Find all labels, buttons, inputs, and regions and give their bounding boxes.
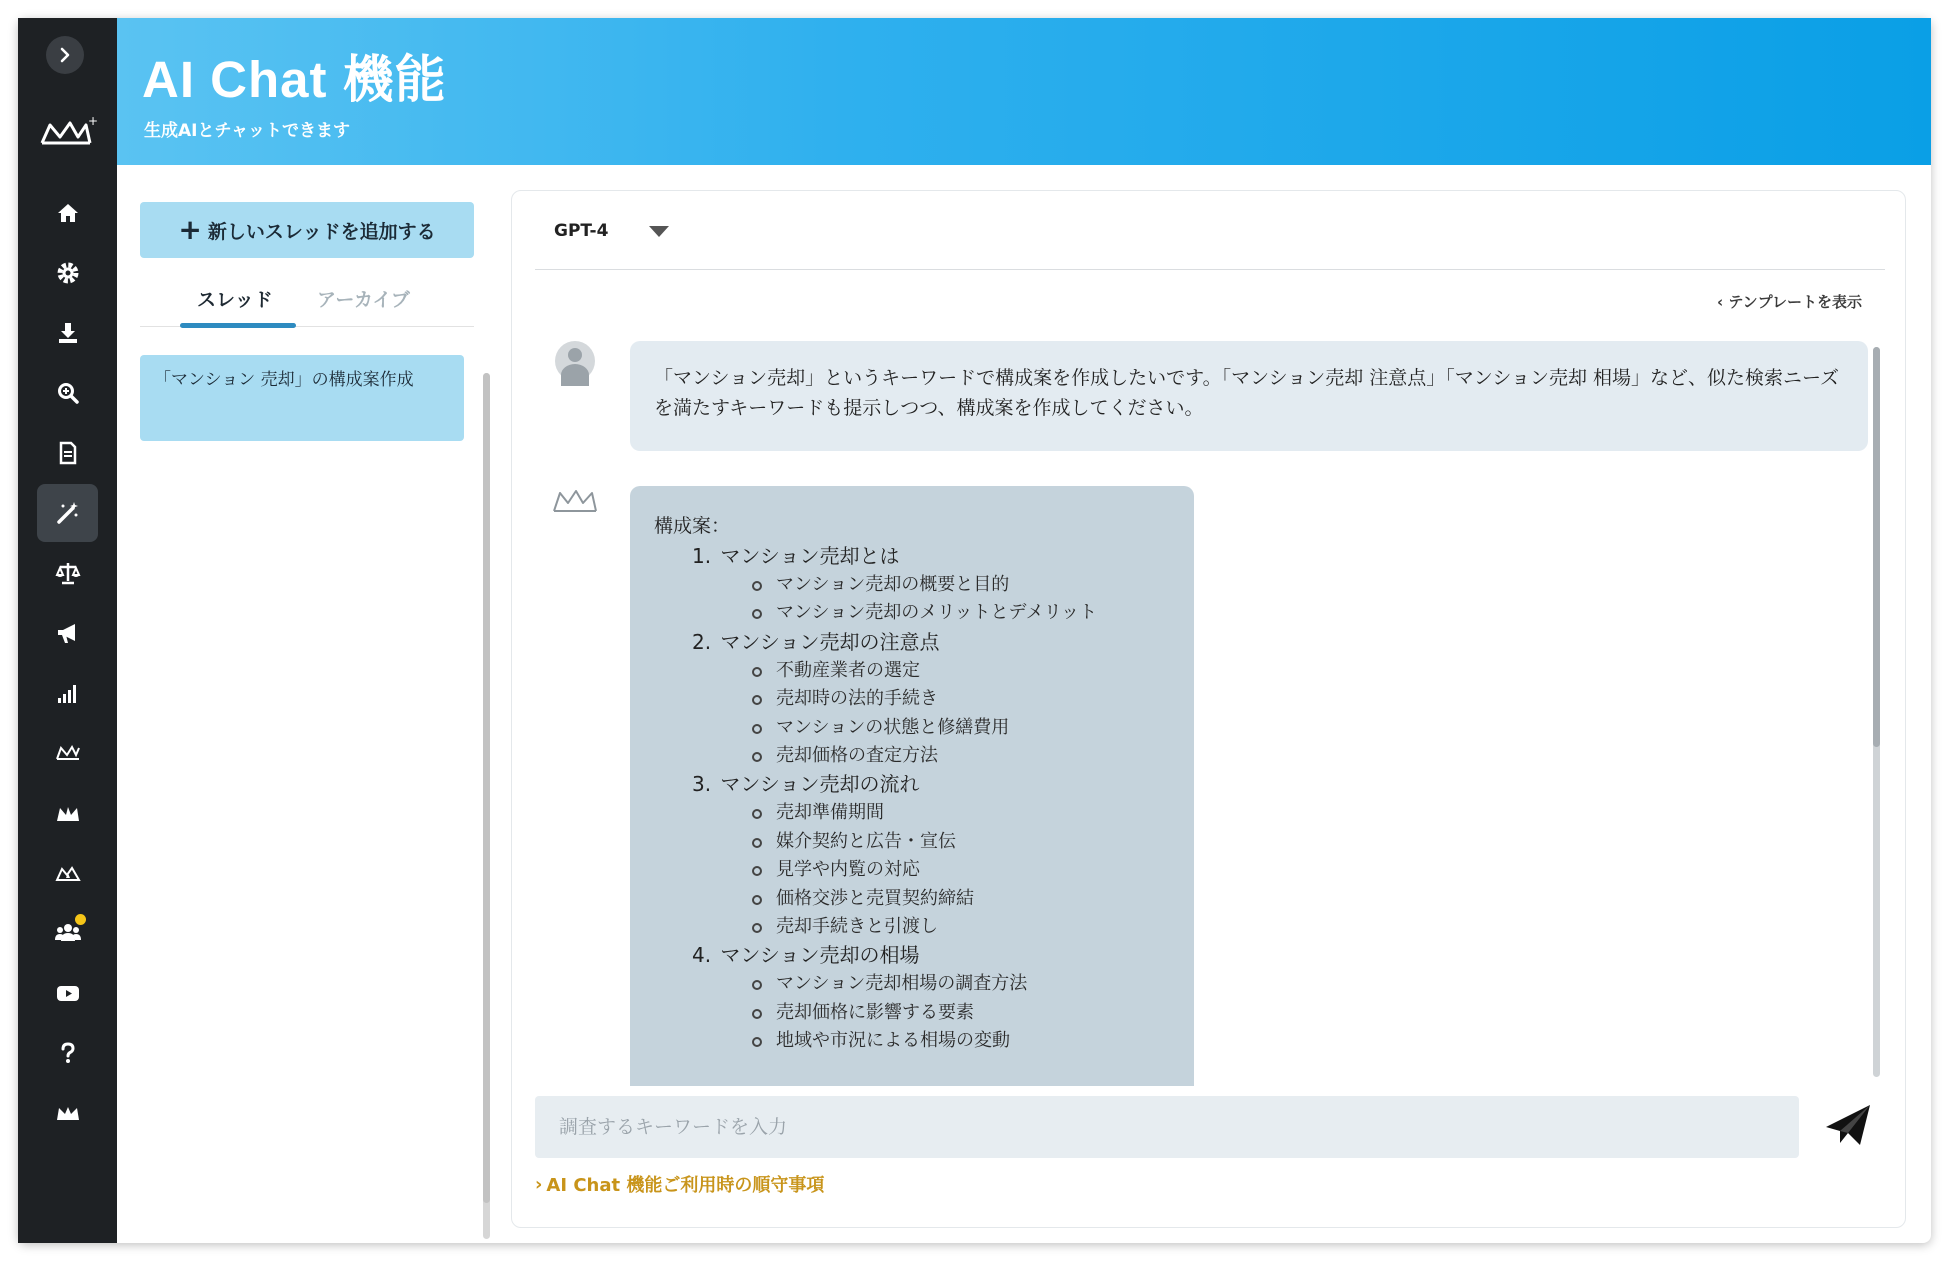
scale-icon[interactable] [37,544,98,602]
svg-text:+: + [88,114,99,128]
outline-subitem: 見学や内覧の対応 [752,856,1170,884]
divider [535,269,1885,270]
outline-subitem: 媒介契約と広告・宣伝 [752,828,1170,856]
outline-subitem: 売却価格に影響する要素 [752,999,1170,1027]
users-icon[interactable] [37,904,98,962]
brand-logo-icon[interactable] [38,113,99,153]
page-title: AI Chat 機能 [142,51,447,108]
model-select[interactable]: GPT-4 [554,221,609,241]
outline-section-text: マンション売却の相場 [720,943,920,968]
outline-section-text: マンション売却とは [720,544,900,568]
user-avatar-icon [555,341,595,381]
outline-subitem: 価格交渉と売買契約締結 [752,885,1170,913]
outline-section [692,941,1170,1055]
threads-scrollbar[interactable] [483,373,490,1239]
chat-scrollbar-thumb[interactable] [1873,347,1880,747]
outline-section-title [692,770,1170,799]
download-icon[interactable] [37,304,98,362]
outline-section-title [692,628,1170,657]
outline-subitem: 不動産業者の選定 [752,657,1170,685]
thread-list-item[interactable]: 「マンション 売却」の構成案作成 [140,355,464,441]
chat-scrollbar[interactable] [1873,347,1880,1077]
send-button[interactable] [1820,1097,1876,1153]
ai-avatar-icon [550,483,600,519]
document-icon[interactable] [37,424,98,482]
chat-panel [511,190,1906,1228]
sidebar-rail [18,18,117,1243]
paper-plane-icon [1824,1103,1872,1147]
user-message: 「マンション売却」というキーワードで構成案を作成したいです。「マンション売却 注意点」「マンション売却 相場」など、似た検索ニーズを満たすキーワードも提示しつつ、構成案を作成してください。 [630,341,1868,451]
signal-bars-icon[interactable] [37,664,98,722]
youtube-icon[interactable] [37,964,98,1022]
outline-subitem: 売却手続きと引渡し [752,913,1170,941]
outline-section-number: 1. [692,544,712,568]
ai-message-heading: 構成案： [654,515,731,537]
tab-archive[interactable]: アーカイブ [317,289,410,311]
outline-subitem: マンション売却のメリットとデメリット [752,599,1170,627]
threads-panel [117,165,497,1243]
crown-outline-icon[interactable] [37,724,98,782]
outline-section [692,770,1170,941]
magic-wand-icon[interactable] [37,484,98,542]
threads-scrollbar-thumb[interactable] [483,373,490,1203]
outline-section-title [692,542,1170,571]
question-icon[interactable] [37,1024,98,1082]
keyword-input[interactable] [535,1096,1799,1158]
chevron-right-icon[interactable] [46,36,84,74]
outline-section-text: マンション売却の流れ [720,772,920,797]
megaphone-icon[interactable] [37,604,98,662]
gear-icon[interactable] [37,244,98,302]
home-icon[interactable] [37,184,98,242]
usage-rules-label: AI Chat 機能ご利用時の順守事項 [546,1175,825,1196]
crown-star-icon[interactable] [37,844,98,902]
show-templates-link[interactable] [1717,291,1862,312]
outline-subitem: 売却時の法的手続き [752,685,1170,713]
tab-threads[interactable]: スレッド [197,289,273,311]
crown-solid-icon[interactable] [37,784,98,842]
usage-rules-link[interactable] [535,1171,824,1197]
outline-subitem: 売却準備期間 [752,799,1170,827]
notification-dot [75,914,86,925]
thread-tabs [140,275,474,327]
active-tab-indicator [180,323,296,328]
ai-outline [654,542,1170,1056]
app-window [18,18,1931,1243]
caret-down-icon[interactable] [649,226,669,237]
chevron-right-icon: › [535,1173,543,1195]
outline-section-number: 4. [692,943,712,968]
outline-subitem: マンション売却の概要と目的 [752,571,1170,599]
outline-subitem: マンションの状態と修繕費用 [752,714,1170,742]
new-thread-button[interactable] [140,202,474,258]
plus-icon: + [178,213,202,246]
chevron-left-icon: ‹ [1716,293,1729,311]
outline-section-title [692,941,1170,970]
new-thread-label: 新しいスレッドを追加する [207,220,436,243]
outline-section-number: 3. [692,772,712,797]
outline-subitem: 地域や市況による相場の変動 [752,1027,1170,1055]
page-subtitle: 生成AIとチャットできます [144,121,350,141]
ai-message [630,486,1194,1086]
outline-section-text: マンション売却の注意点 [720,629,940,654]
show-templates-label: テンプレートを表示 [1728,293,1862,311]
outline-section [692,628,1170,771]
outline-section [692,542,1170,628]
outline-subitem: マンション売却相場の調査方法 [752,970,1170,998]
page-header [117,18,1931,165]
outline-section-number: 2. [692,629,712,654]
outline-subitem: 売却価格の査定方法 [752,742,1170,770]
message-list [542,341,1880,1052]
search-zoom-icon[interactable] [37,364,98,422]
crown-icon[interactable] [37,1084,98,1142]
